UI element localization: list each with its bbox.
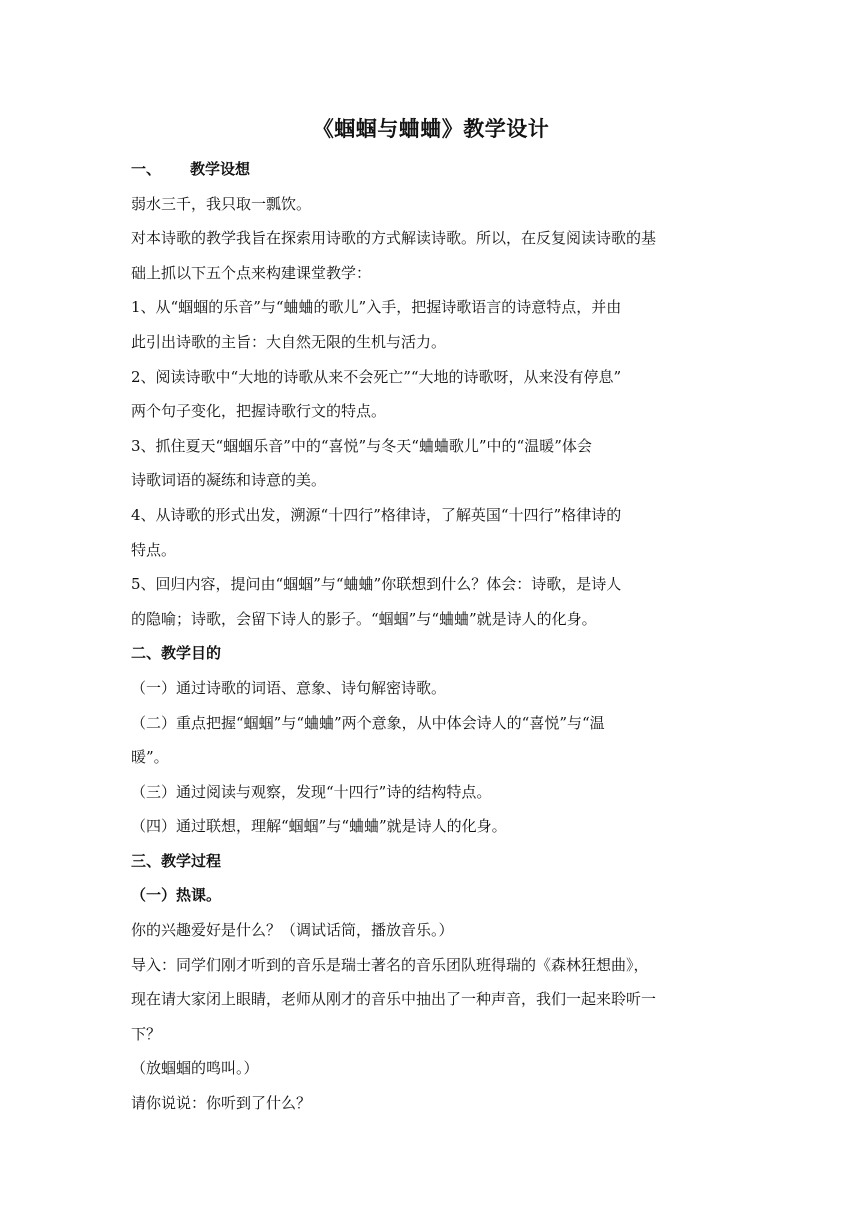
goal-item-1: （一）通过诗歌的词语、意象、诗句解密诗歌。 — [131, 678, 447, 697]
list-item-3-line: 3、抓住夏天“蝈蝈乐音”中的“喜悦”与冬天“蛐蛐歌儿”中的“温暖”体会 — [131, 436, 592, 455]
process-note: （放蝈蝈的鸣叫。） — [131, 1059, 259, 1078]
list-item-4-line: 4、从诗歌的形式出发，溯源“十四行”格律诗，了解英国“十四行”格律诗的 — [131, 505, 622, 524]
list-item-5-line: 5、回归内容，提问由“蝈蝈”与“蛐蛐”你联想到什么？体会：诗歌，是诗人 — [131, 575, 622, 594]
process-paragraph-line: 下？ — [131, 1024, 162, 1043]
list-item-2-line: 两个句子变化，把握诗歌行文的特点。 — [131, 402, 387, 421]
paragraph-line: 对本诗歌的教学我旨在探索用诗歌的方式解读诗歌。所以，在反复阅读诗歌的基 — [131, 229, 657, 248]
section-heading-teaching-concept — [131, 152, 731, 187]
document-body — [131, 112, 731, 1121]
list-item-5-line: 的隐喻；诗歌，会留下诗人的影子。“蝈蝈”与“蛐蛐”就是诗人的化身。 — [131, 609, 597, 628]
list-item-3-line: 诗歌词语的凝练和诗意的美。 — [131, 471, 327, 490]
section-number: 一、 — [131, 160, 162, 178]
process-paragraph: 你的兴趣爱好是什么？（调试话筒，播放音乐。） — [131, 921, 454, 940]
document-title: 《蝈蝈与蛐蛐》教学设计 — [312, 116, 550, 141]
paragraph-line: 础上抓以下五个点来构建课堂教学： — [131, 263, 372, 282]
list-item-2-line: 2、阅读诗歌中“大地的诗歌从来不会死亡”“大地的诗歌呀，从来没有停息” — [131, 367, 622, 386]
process-paragraph-line: 导入：同学们刚才听到的音乐是瑞士著名的音乐团队班得瑞的《森林狂想曲》， — [131, 955, 649, 974]
goal-item-2-line: （二）重点把握“蝈蝈”与“蛐蛐”两个意象，从中体会诗人的“喜悦”与“温 — [131, 713, 605, 732]
goal-item-4: （四）通过联想，理解“蝈蝈”与“蛐蛐”就是诗人的化身。 — [131, 817, 507, 836]
list-item-4-line: 特点。 — [131, 540, 177, 559]
goal-item-3: （三）通过阅读与观察，发现“十四行”诗的结构特点。 — [131, 782, 492, 801]
section-heading-teaching-process: 三、教学过程 — [131, 851, 222, 870]
section-title: 教学设想 — [190, 160, 251, 178]
list-item-1-line: 此引出诗歌的主旨：大自然无限的生机与活力。 — [131, 332, 447, 351]
goal-item-2-line: 暖”。 — [131, 748, 169, 767]
intro-line: 弱水三千，我只取一瓢饮。 — [131, 194, 312, 213]
section-heading-teaching-goals: 二、教学目的 — [131, 644, 222, 663]
list-item-1-line: 1、从“蝈蝈的乐音”与“蛐蛐的歌儿”入手，把握诗歌语言的诗意特点，并由 — [131, 298, 622, 317]
subsection-heading-warmup: （一）热课。 — [131, 886, 222, 905]
process-question: 请你说说：你听到了什么？ — [131, 1094, 312, 1113]
process-paragraph-line: 现在请大家闭上眼睛，老师从刚才的音乐中抽出了一种声音，我们一起来聆听一 — [131, 990, 657, 1009]
